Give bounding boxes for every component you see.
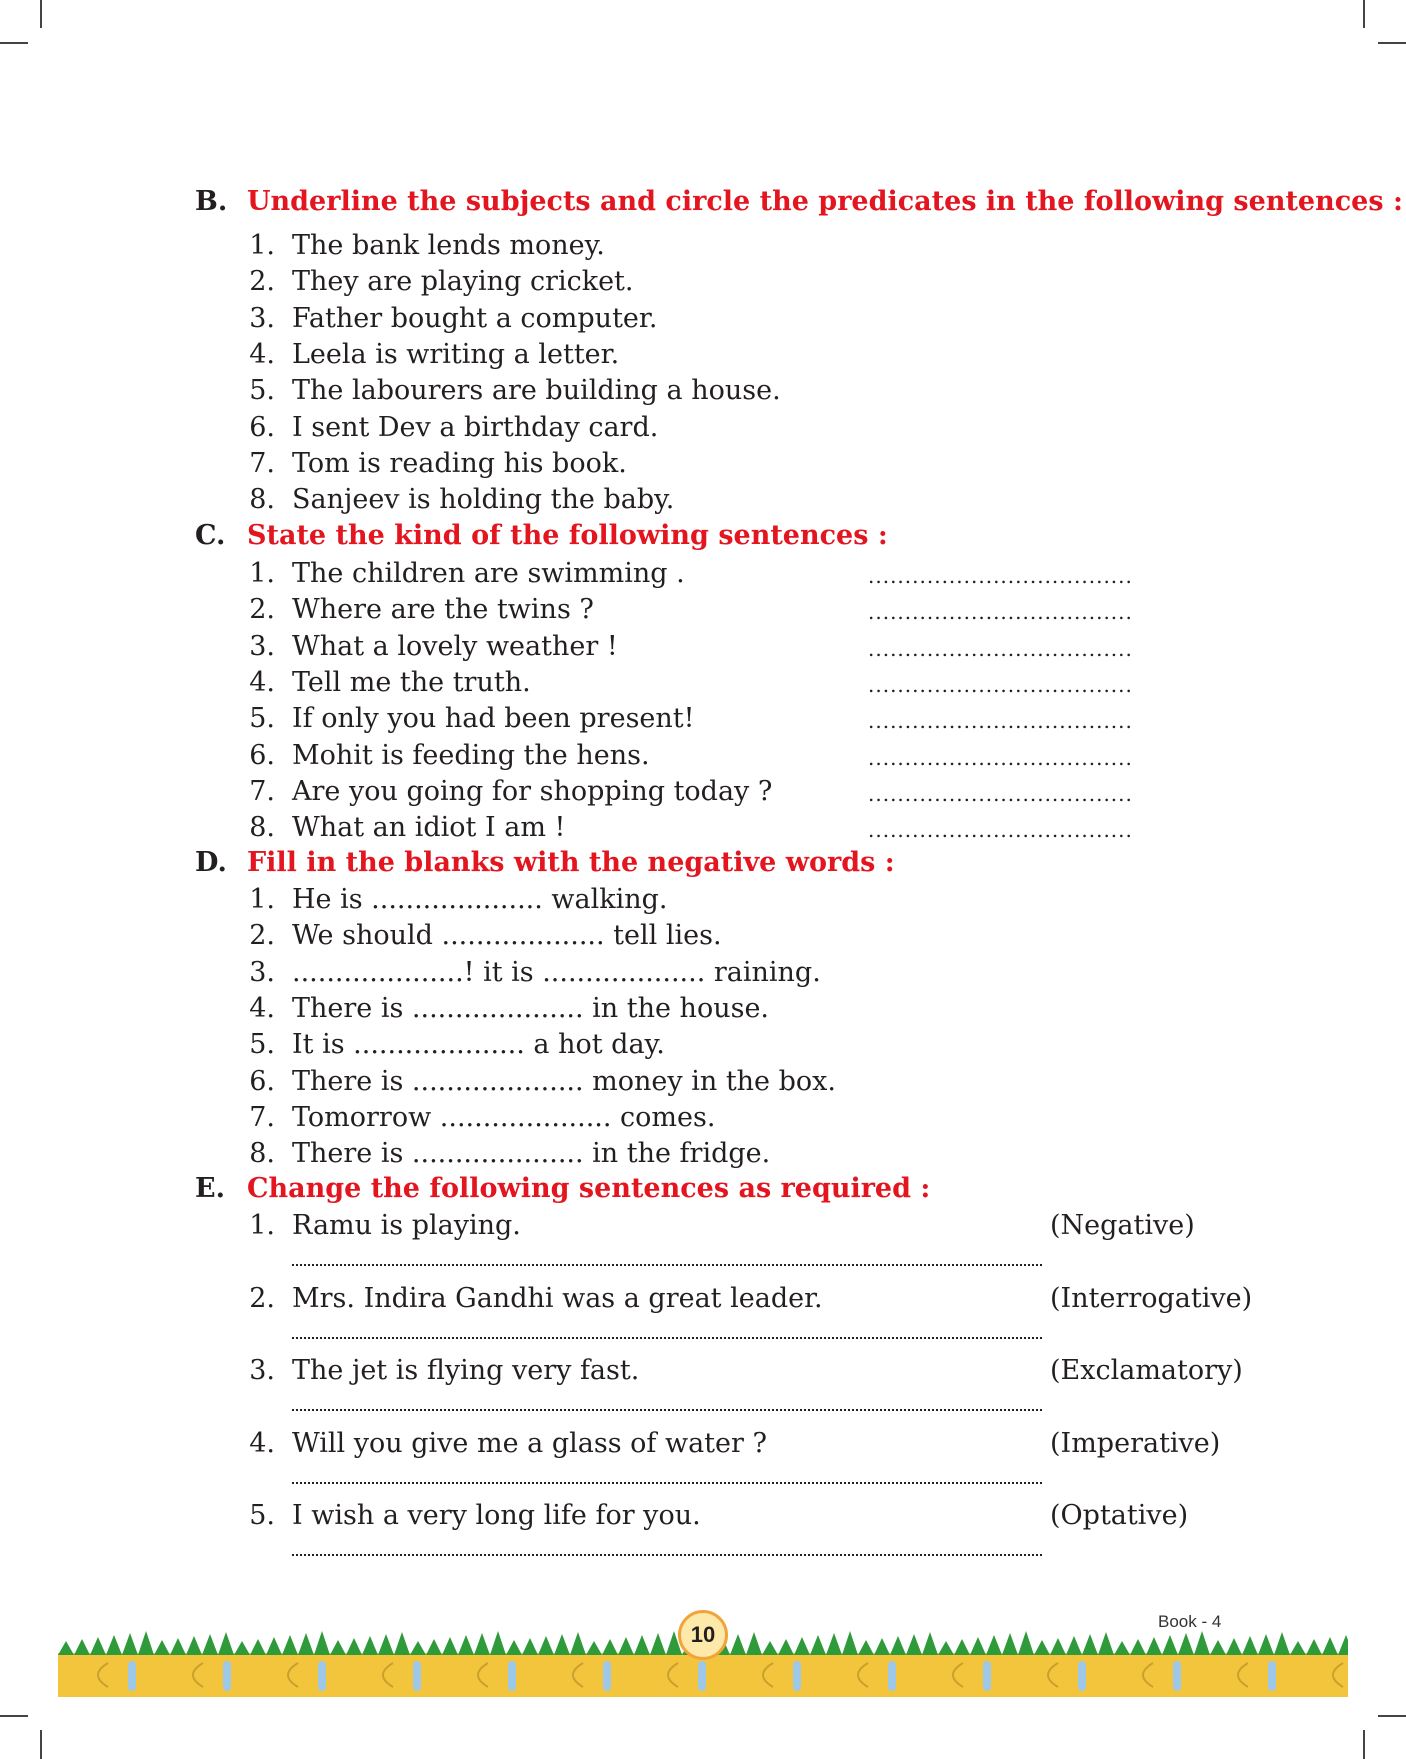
crop-mark <box>0 42 28 44</box>
tree-icon <box>1082 1634 1098 1655</box>
item-text: The labourers are building a house. <box>292 375 781 407</box>
item-number: 5. <box>249 1500 275 1532</box>
item-text: Leela is writing a letter. <box>292 338 620 370</box>
tree-icon <box>330 1640 346 1655</box>
item-text: Mohit is feeding the hens. <box>292 739 650 771</box>
tree-icon <box>298 1633 314 1655</box>
river-mark <box>128 1661 136 1691</box>
answer-blank: .................................... <box>868 636 1133 661</box>
crop-mark <box>1378 42 1406 44</box>
tree-icon <box>778 1639 794 1655</box>
item-number: 4. <box>249 992 275 1024</box>
tree-icon <box>810 1635 826 1655</box>
tree-icon <box>1274 1632 1290 1655</box>
tree-icon <box>1226 1638 1242 1655</box>
tree-icon <box>186 1636 202 1655</box>
item-text: They are playing cricket. <box>292 266 634 298</box>
tree-icon <box>74 1639 90 1655</box>
tree-icon <box>826 1633 842 1655</box>
item-text: I sent Dev a birthday card. <box>292 411 659 443</box>
tree-icon <box>1178 1633 1194 1655</box>
item-text: It is .................... a hot day. <box>292 1029 665 1061</box>
tree-icon <box>1322 1637 1338 1655</box>
item-text: I wish a very long life for you. <box>292 1500 701 1532</box>
river-mark <box>603 1661 611 1691</box>
item-number: 2. <box>249 594 275 626</box>
item-text: Father bought a computer. <box>292 302 658 334</box>
tree-icon <box>202 1634 218 1655</box>
tree-icon <box>970 1637 986 1655</box>
river-mark <box>223 1661 231 1691</box>
tree-icon <box>954 1639 970 1655</box>
tree-icon <box>314 1631 330 1655</box>
required-form-label: (Optative) <box>1050 1500 1189 1532</box>
item-number: 7. <box>249 775 275 807</box>
tree-icon <box>762 1641 778 1655</box>
item-number: 5. <box>249 375 275 407</box>
answer-blank: .................................... <box>868 781 1133 806</box>
tree-icon <box>1146 1637 1162 1655</box>
tree-icon <box>1162 1635 1178 1655</box>
tree-icon <box>794 1637 810 1655</box>
item-number: 3. <box>249 956 275 988</box>
tree-icon <box>570 1632 586 1655</box>
tree-icon <box>938 1641 954 1655</box>
tree-icon <box>730 1634 746 1655</box>
tree-icon <box>138 1631 154 1655</box>
river-mark <box>318 1661 326 1691</box>
river-mark <box>1078 1661 1086 1691</box>
item-text: If only you had been present! <box>292 703 695 735</box>
item-number: 2. <box>249 1282 275 1314</box>
tree-icon <box>1050 1638 1066 1655</box>
tree-icon <box>1098 1632 1114 1655</box>
tree-icon <box>906 1634 922 1655</box>
item-number: 1. <box>249 884 275 915</box>
river-mark <box>888 1661 896 1691</box>
answer-blank: .................................... <box>868 745 1133 770</box>
item-number: 8. <box>249 484 275 516</box>
river-mark <box>508 1661 516 1691</box>
answer-blank: .................................... <box>868 818 1133 843</box>
tree-icon <box>1018 1631 1034 1655</box>
section-letter: D. <box>195 847 227 878</box>
tree-icon <box>650 1633 666 1655</box>
tree-icon <box>122 1633 138 1655</box>
tree-icon <box>1130 1639 1146 1655</box>
tree-icon <box>602 1639 618 1655</box>
item-text: We should ................... tell lies. <box>292 920 722 952</box>
item-text: There is .................... in the house. <box>292 992 770 1024</box>
tree-icon <box>890 1636 906 1655</box>
tree-icon <box>1002 1633 1018 1655</box>
item-text: The bank lends money. <box>292 230 605 261</box>
answer-blank: .................................... <box>868 672 1133 697</box>
item-text: Tom is reading his book. <box>292 447 627 479</box>
section-letter: B. <box>195 186 228 217</box>
section-letter: C. <box>195 520 226 551</box>
crop-mark <box>40 1730 42 1759</box>
answer-line <box>292 1554 1042 1556</box>
item-number: 1. <box>249 558 275 589</box>
tree-icon <box>858 1640 874 1655</box>
river-mark <box>1173 1661 1181 1691</box>
required-form-label: (Interrogative) <box>1050 1282 1253 1314</box>
item-number: 4. <box>249 666 275 698</box>
item-text: What a lovely weather ! <box>292 630 618 662</box>
river-mark <box>413 1661 421 1691</box>
tree-icon <box>346 1638 362 1655</box>
tree-icon <box>1290 1641 1306 1655</box>
item-text: Are you going for shopping today ? <box>292 775 773 807</box>
answer-line <box>292 1482 1042 1484</box>
item-text: ....................! it is ................... raining. <box>292 956 821 988</box>
tree-icon <box>234 1641 250 1655</box>
item-text: Will you give me a glass of water ? <box>292 1427 767 1459</box>
item-number: 7. <box>249 1101 275 1133</box>
item-text: He is .................... walking. <box>292 884 668 915</box>
tree-icon <box>90 1637 106 1655</box>
section-heading: State the kind of the following sentences : <box>247 520 888 551</box>
item-text: The children are swimming . <box>292 558 685 589</box>
item-text: There is .................... money in the box. <box>292 1065 836 1097</box>
tree-icon <box>874 1638 890 1655</box>
tree-icon <box>842 1631 858 1655</box>
tree-icon <box>1066 1636 1082 1655</box>
item-text: Ramu is playing. <box>292 1210 521 1241</box>
book-label: Book - 4 <box>1158 1612 1222 1631</box>
item-number: 4. <box>249 338 275 370</box>
section-letter: E. <box>195 1173 225 1204</box>
tree-icon <box>154 1640 170 1655</box>
item-number: 6. <box>249 739 275 771</box>
item-text: Sanjeev is holding the baby. <box>292 484 675 516</box>
item-number: 3. <box>249 630 275 662</box>
tree-icon <box>58 1641 74 1655</box>
item-number: 4. <box>249 1427 275 1459</box>
section-heading: Change the following sentences as required : <box>247 1173 931 1204</box>
river-mark <box>1268 1661 1276 1691</box>
tree-icon <box>522 1638 538 1655</box>
tree-icon <box>746 1632 762 1655</box>
required-form-label: (Negative) <box>1050 1210 1195 1241</box>
tree-icon <box>634 1635 650 1655</box>
tree-icon <box>1210 1640 1226 1655</box>
item-number: 2. <box>249 920 275 952</box>
tree-icon <box>106 1635 122 1655</box>
tree-icon <box>266 1637 282 1655</box>
tree-icon <box>1114 1641 1130 1655</box>
answer-line <box>292 1264 1042 1266</box>
item-number: 5. <box>249 1029 275 1061</box>
tree-icon <box>986 1635 1002 1655</box>
tree-icon <box>618 1637 634 1655</box>
tree-icon <box>218 1632 234 1655</box>
item-number: 8. <box>249 1138 275 1170</box>
item-text: Mrs. Indira Gandhi was a great leader. <box>292 1282 823 1314</box>
tree-icon <box>282 1635 298 1655</box>
item-number: 3. <box>249 302 275 334</box>
tree-icon <box>250 1639 266 1655</box>
answer-blank: .................................... <box>868 564 1133 588</box>
river-mark <box>793 1661 801 1691</box>
item-text: There is .................... in the fridge. <box>292 1138 771 1170</box>
tree-icon <box>1034 1640 1050 1655</box>
tree-icon <box>474 1633 490 1655</box>
tree-icon <box>362 1636 378 1655</box>
tree-icon <box>490 1631 506 1655</box>
tree-icon <box>378 1634 394 1655</box>
tree-icon <box>1338 1635 1348 1655</box>
item-text: Tomorrow .................... comes. <box>292 1101 716 1133</box>
crop-mark <box>1363 0 1365 28</box>
item-number: 5. <box>249 703 275 735</box>
tree-icon <box>394 1632 410 1655</box>
tree-icon <box>410 1641 426 1655</box>
item-text: What an idiot I am ! <box>292 812 566 844</box>
tree-icon <box>538 1636 554 1655</box>
answer-blank: .................................... <box>868 600 1133 625</box>
item-text: Where are the twins ? <box>292 594 594 626</box>
section-heading: Underline the subjects and circle the predicates in the following sentences : <box>247 186 1403 217</box>
item-number: 6. <box>249 411 275 443</box>
item-number: 3. <box>249 1355 275 1387</box>
tree-icon <box>1194 1631 1210 1655</box>
river-mark <box>983 1661 991 1691</box>
tree-icon <box>458 1635 474 1655</box>
required-form-label: (Exclamatory) <box>1050 1355 1243 1387</box>
crop-mark <box>1363 1730 1365 1759</box>
crop-mark <box>1378 1715 1406 1717</box>
tree-icon <box>1242 1636 1258 1655</box>
tree-icon <box>170 1638 186 1655</box>
item-number: 1. <box>249 1210 275 1241</box>
item-number: 1. <box>249 230 275 261</box>
required-form-label: (Imperative) <box>1050 1427 1221 1459</box>
tree-icon <box>922 1632 938 1655</box>
river-mark <box>698 1661 706 1691</box>
page-number: 10 <box>678 1610 728 1660</box>
tree-icon <box>442 1637 458 1655</box>
item-number: 8. <box>249 812 275 844</box>
tree-icon <box>426 1639 442 1655</box>
crop-mark <box>40 0 42 28</box>
answer-blank: .................................... <box>868 709 1133 734</box>
section-heading: Fill in the blanks with the negative words : <box>247 847 895 878</box>
item-text: Tell me the truth. <box>292 666 531 698</box>
item-number: 7. <box>249 447 275 479</box>
item-number: 6. <box>249 1065 275 1097</box>
answer-line <box>292 1409 1042 1411</box>
tree-icon <box>554 1634 570 1655</box>
crop-mark <box>0 1715 28 1717</box>
answer-line <box>292 1337 1042 1339</box>
tree-icon <box>586 1641 602 1655</box>
item-text: The jet is flying very fast. <box>292 1355 640 1387</box>
tree-icon <box>1306 1639 1322 1655</box>
tree-icon <box>506 1640 522 1655</box>
item-number: 2. <box>249 266 275 298</box>
tree-icon <box>1258 1634 1274 1655</box>
